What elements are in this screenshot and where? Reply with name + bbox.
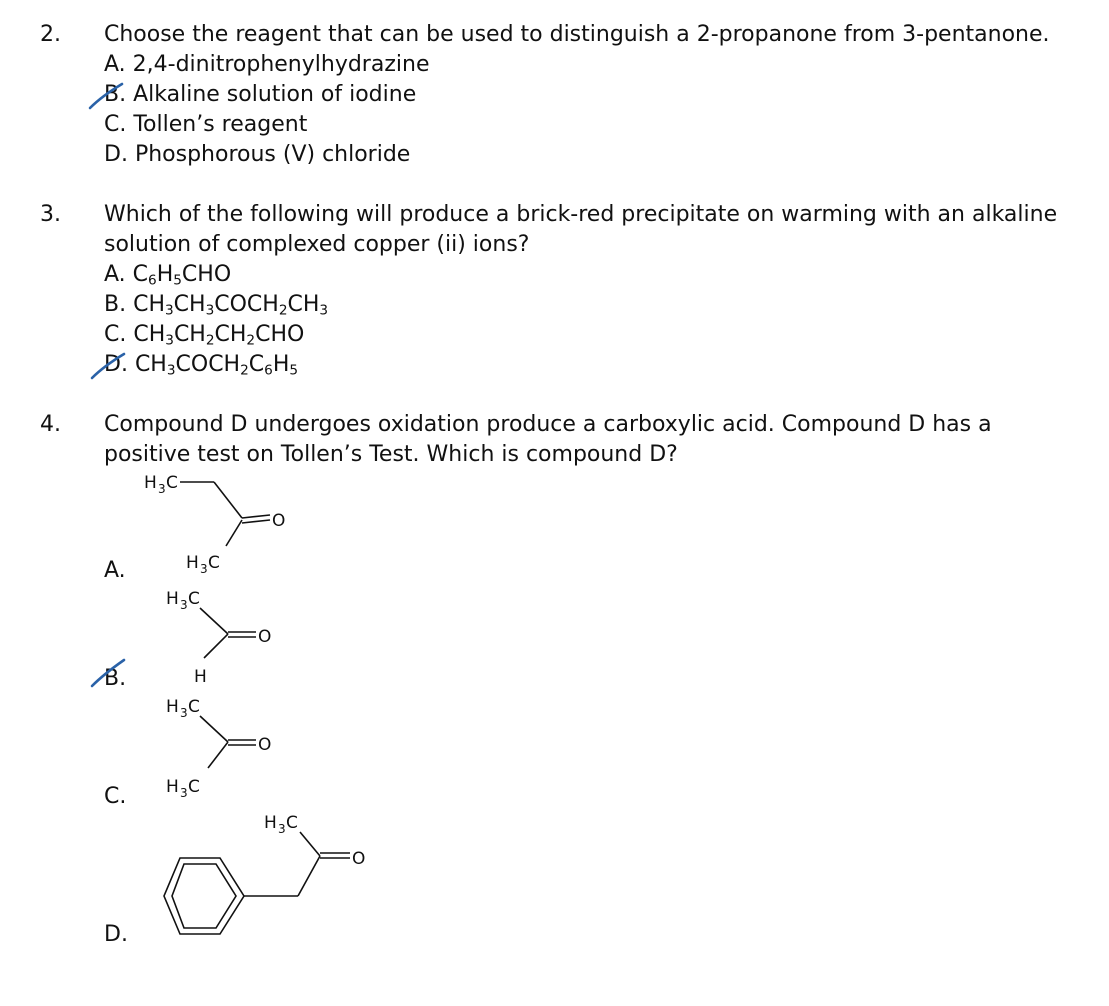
q2-option-b[interactable]: B. Alkaline solution of iodine <box>104 82 417 107</box>
formula: $CH_3CH_3COCH_2CH_3$ <box>133 292 329 319</box>
atom-label: C <box>166 473 178 493</box>
atom-label: O <box>272 511 286 531</box>
q4-text-line-2: positive test on Tollen’s Test. Which is compound D? <box>104 442 678 467</box>
q2-option-a[interactable]: A. 2,4-dinitrophenylhydrazine <box>104 52 430 77</box>
atom-label: 3 <box>158 482 166 496</box>
q2-number: 2. <box>40 22 61 47</box>
q4-option-b[interactable]: B. <box>104 666 127 691</box>
q4-number: 4. <box>40 412 61 437</box>
atom-label: 3 <box>180 786 188 800</box>
atom-label: O <box>258 735 272 755</box>
q3-option-c[interactable]: C. $CH_3CH_2CH_2CHO$ <box>104 322 305 349</box>
q2-option-d[interactable]: D. Phosphorous (V) chloride <box>104 142 411 167</box>
check-mark-icon <box>88 352 128 382</box>
formula: $C_6H_5CHO$ <box>132 262 232 289</box>
q3-number: 3. <box>40 202 61 227</box>
q2-option-c[interactable]: C. Tollen’s reagent <box>104 112 308 137</box>
check-mark-icon <box>88 658 128 690</box>
atom-label: H <box>186 553 199 573</box>
q4-text-line-1: Compound D undergoes oxidation produce a carboxylic acid. Compound D has a <box>104 412 992 437</box>
structure-b <box>164 582 304 692</box>
atom-label: O <box>258 627 272 647</box>
q3-option-b[interactable]: B. $CH_3CH_3COCH_2CH_3$ <box>104 292 329 319</box>
atom-label: C <box>188 697 200 717</box>
atom-label: H <box>166 777 179 797</box>
q2-text: Choose the reagent that can be used to distinguish a 2-propanone from 3-pentanone. <box>104 22 1050 47</box>
q4-option-d[interactable]: D. <box>104 922 128 947</box>
atom-label: H <box>264 813 277 833</box>
atom-label: C <box>208 553 220 573</box>
structure-c <box>164 690 304 800</box>
formula: $CH_3CH_2CH_2CHO$ <box>133 322 305 349</box>
atom-label: O <box>352 849 366 869</box>
check-mark-icon <box>86 82 126 112</box>
atom-label: C <box>188 589 200 609</box>
atom-label: H <box>144 473 157 493</box>
q4-option-c[interactable]: C. <box>104 784 127 809</box>
q4-option-a[interactable]: A. <box>104 558 126 583</box>
q3-text-line-1: Which of the following will produce a brick-red precipitate on warming with an alkaline <box>104 202 1058 227</box>
atom-label: C <box>286 813 298 833</box>
atom-label: C <box>188 777 200 797</box>
atom-label: H <box>166 589 179 609</box>
q3-option-d[interactable]: D. $CH_3COCH_2C_6H_5$ <box>104 352 299 379</box>
structure-a <box>140 470 340 580</box>
atom-label: H <box>194 667 207 687</box>
formula: $CH_3COCH_2C_6H_5$ <box>134 352 299 379</box>
atom-label: H <box>166 697 179 717</box>
q3-text-line-2: solution of complexed copper (ii) ions? <box>104 232 530 257</box>
atom-label: 3 <box>200 562 208 576</box>
atom-label: 3 <box>180 598 188 612</box>
q3-option-a[interactable]: A. $C_6H_5CHO$ <box>104 262 232 289</box>
atom-label: 3 <box>278 822 286 836</box>
structure-d <box>160 806 400 946</box>
atom-label: 3 <box>180 706 188 720</box>
